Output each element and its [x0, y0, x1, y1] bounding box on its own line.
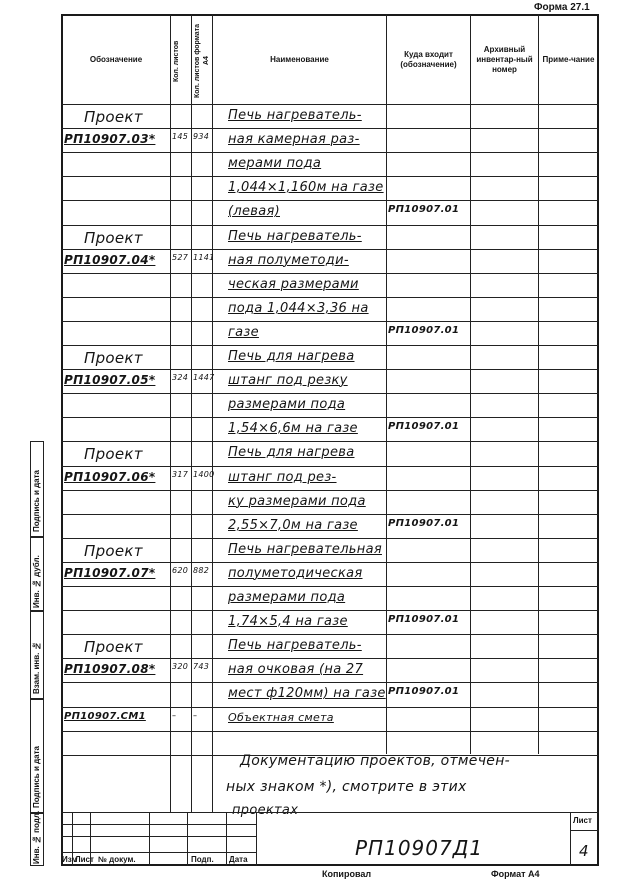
title-col-docno: № докум. [98, 855, 136, 864]
row-name: (левая) [228, 204, 280, 219]
row-designation: Проект [84, 108, 143, 126]
row-name: Печь нагреватель- [228, 108, 362, 123]
row-name: полуметодическая [228, 566, 363, 581]
header-sheet-count: Кол. листов [173, 40, 180, 82]
row-designation: РП10907.07* [64, 566, 156, 580]
row-designation: Проект [84, 445, 143, 463]
title-col-line [226, 812, 227, 866]
row-line [61, 393, 599, 394]
row-name: пода 1,044×3,36 на [228, 301, 369, 316]
title-col-sign: Подп. [191, 855, 214, 864]
col-divider [538, 14, 539, 754]
header-designation: Обозначение [89, 55, 143, 64]
row-designation: РП10907.04* [64, 253, 156, 267]
note-line-3: проектах [232, 803, 299, 818]
header-divider [61, 104, 599, 105]
row-name: 1,74×5,4 на газе [228, 614, 348, 629]
row-line [61, 321, 599, 322]
row-designation: РП10907.03* [64, 132, 156, 146]
row-a4-count: 882 [193, 566, 210, 575]
row-designation: Проект [84, 349, 143, 367]
row-line [61, 369, 599, 370]
row-line [61, 466, 599, 467]
note-line-1: Документацию проектов, отмечен- [240, 753, 511, 769]
col-divider [170, 14, 171, 812]
row-designation: РП10907.СМ1 [64, 711, 146, 722]
row-where-used: РП10907.01 [388, 686, 460, 697]
row-line [61, 538, 599, 539]
col-divider [386, 14, 387, 754]
row-sheet-count: 620 [172, 566, 189, 575]
row-a4-count: 743 [193, 662, 210, 671]
row-name: мерами пода [228, 156, 322, 171]
row-name: 2,55×7,0м на газе [228, 518, 358, 533]
row-line [61, 490, 599, 491]
title-col-list: Лист [75, 855, 94, 864]
col-divider [212, 14, 213, 812]
row-where-used: РП10907.01 [388, 518, 460, 529]
row-a4-count: – [193, 711, 198, 720]
row-a4-count: 1400 [193, 470, 215, 479]
row-line [61, 273, 599, 274]
title-block-divider [570, 812, 571, 866]
title-col-line [149, 812, 150, 866]
row-name: штанг под рез- [228, 470, 337, 485]
row-where-used: РП10907.01 [388, 325, 460, 336]
row-name: ческая размерами [228, 277, 359, 292]
row-line [61, 225, 599, 226]
header-note: Приме-чание [542, 55, 595, 64]
row-designation: РП10907.06* [64, 470, 156, 484]
row-a4-count: 1141 [193, 253, 215, 262]
row-name: ная камерная раз- [228, 132, 360, 147]
title-block-divider [570, 830, 599, 831]
sheet-label: Лист [573, 816, 592, 825]
title-col-date: Дата [229, 855, 248, 864]
row-where-used: РП10907.01 [388, 204, 460, 215]
row-name: размерами пода [228, 397, 346, 412]
side-label-signature-1: Подпись и дата [32, 470, 41, 532]
side-label-original: Инв. № подл. [32, 810, 41, 864]
row-a4-count: 934 [193, 132, 210, 141]
row-sheet-count: 317 [172, 470, 189, 479]
row-designation: Проект [84, 229, 143, 247]
sheet-number: 4 [579, 842, 589, 860]
row-line [61, 707, 599, 708]
row-line [61, 249, 599, 250]
row-a4-count: 1447 [193, 373, 215, 382]
row-line [61, 682, 599, 683]
row-where-used: РП10907.01 [388, 614, 460, 625]
row-line [61, 345, 599, 346]
header-archive-no: Архивный инвентар-ный номер [476, 45, 533, 74]
row-line [61, 152, 599, 153]
row-sheet-count: 320 [172, 662, 189, 671]
row-designation: Проект [84, 638, 143, 656]
row-sheet-count: 324 [172, 373, 189, 382]
row-name: размерами пода [228, 590, 346, 605]
row-name: Объектная смета [228, 711, 334, 724]
row-line [61, 514, 599, 515]
row-designation: РП10907.05* [64, 373, 156, 387]
row-line [61, 128, 599, 129]
row-name: Печь для нагрева [228, 349, 355, 364]
row-sheet-count: 527 [172, 253, 189, 262]
row-name: Печь нагреватель- [228, 638, 362, 653]
row-name: мест ф120мм) на газе [228, 686, 386, 701]
title-block-top [61, 812, 599, 813]
row-name: Печь нагреватель- [228, 229, 362, 244]
row-designation: РП10907.08* [64, 662, 156, 676]
row-line [61, 610, 599, 611]
row-line [61, 176, 599, 177]
note-line-2: ных знаком *), смотрите в этих [226, 779, 467, 795]
row-line [61, 441, 599, 442]
side-label-dup: Инв. № дубл. [32, 555, 41, 608]
header-name: Наименование [270, 55, 329, 64]
row-sheet-count: 145 [172, 132, 189, 141]
row-name: штанг под резку [228, 373, 348, 388]
title-col-izm: Изм [62, 855, 78, 864]
row-name: Печь нагревательная [228, 542, 382, 557]
document-number: РП10907Д1 [355, 836, 484, 860]
row-name: газе [228, 325, 259, 340]
header-a4-count: Кол. листов формата А4 [194, 24, 210, 99]
row-sheet-count: – [172, 711, 177, 720]
row-line [61, 658, 599, 659]
copied-label: Копировал [322, 869, 372, 879]
col-divider [191, 14, 192, 812]
row-name: 1,044×1,160м на газе [228, 180, 384, 195]
row-line [61, 200, 599, 201]
side-label-replace: Взам. инв. № [32, 641, 41, 694]
row-name: ная очковая (на 27 [228, 662, 364, 677]
form-label: Форма 27.1 [534, 2, 590, 13]
row-line [61, 562, 599, 563]
row-designation: Проект [84, 542, 143, 560]
row-line [61, 297, 599, 298]
row-name: ная полуметоди- [228, 253, 349, 268]
row-name: ку размерами пода [228, 494, 366, 509]
row-line [61, 417, 599, 418]
side-label-signature-2: Подпись и дата [32, 746, 41, 808]
col-divider [470, 14, 471, 754]
row-line [61, 731, 599, 732]
row-name: Печь для нагрева [228, 445, 355, 460]
title-block-divider [256, 812, 257, 866]
header-where-used: Куда входит (обозначение) [400, 50, 457, 69]
row-name: 1,54×6,6м на газе [228, 421, 358, 436]
row-where-used: РП10907.01 [388, 421, 460, 432]
title-col-line [187, 812, 188, 866]
row-line [61, 634, 599, 635]
row-line [61, 586, 599, 587]
format-label: Формат А4 [491, 869, 540, 879]
